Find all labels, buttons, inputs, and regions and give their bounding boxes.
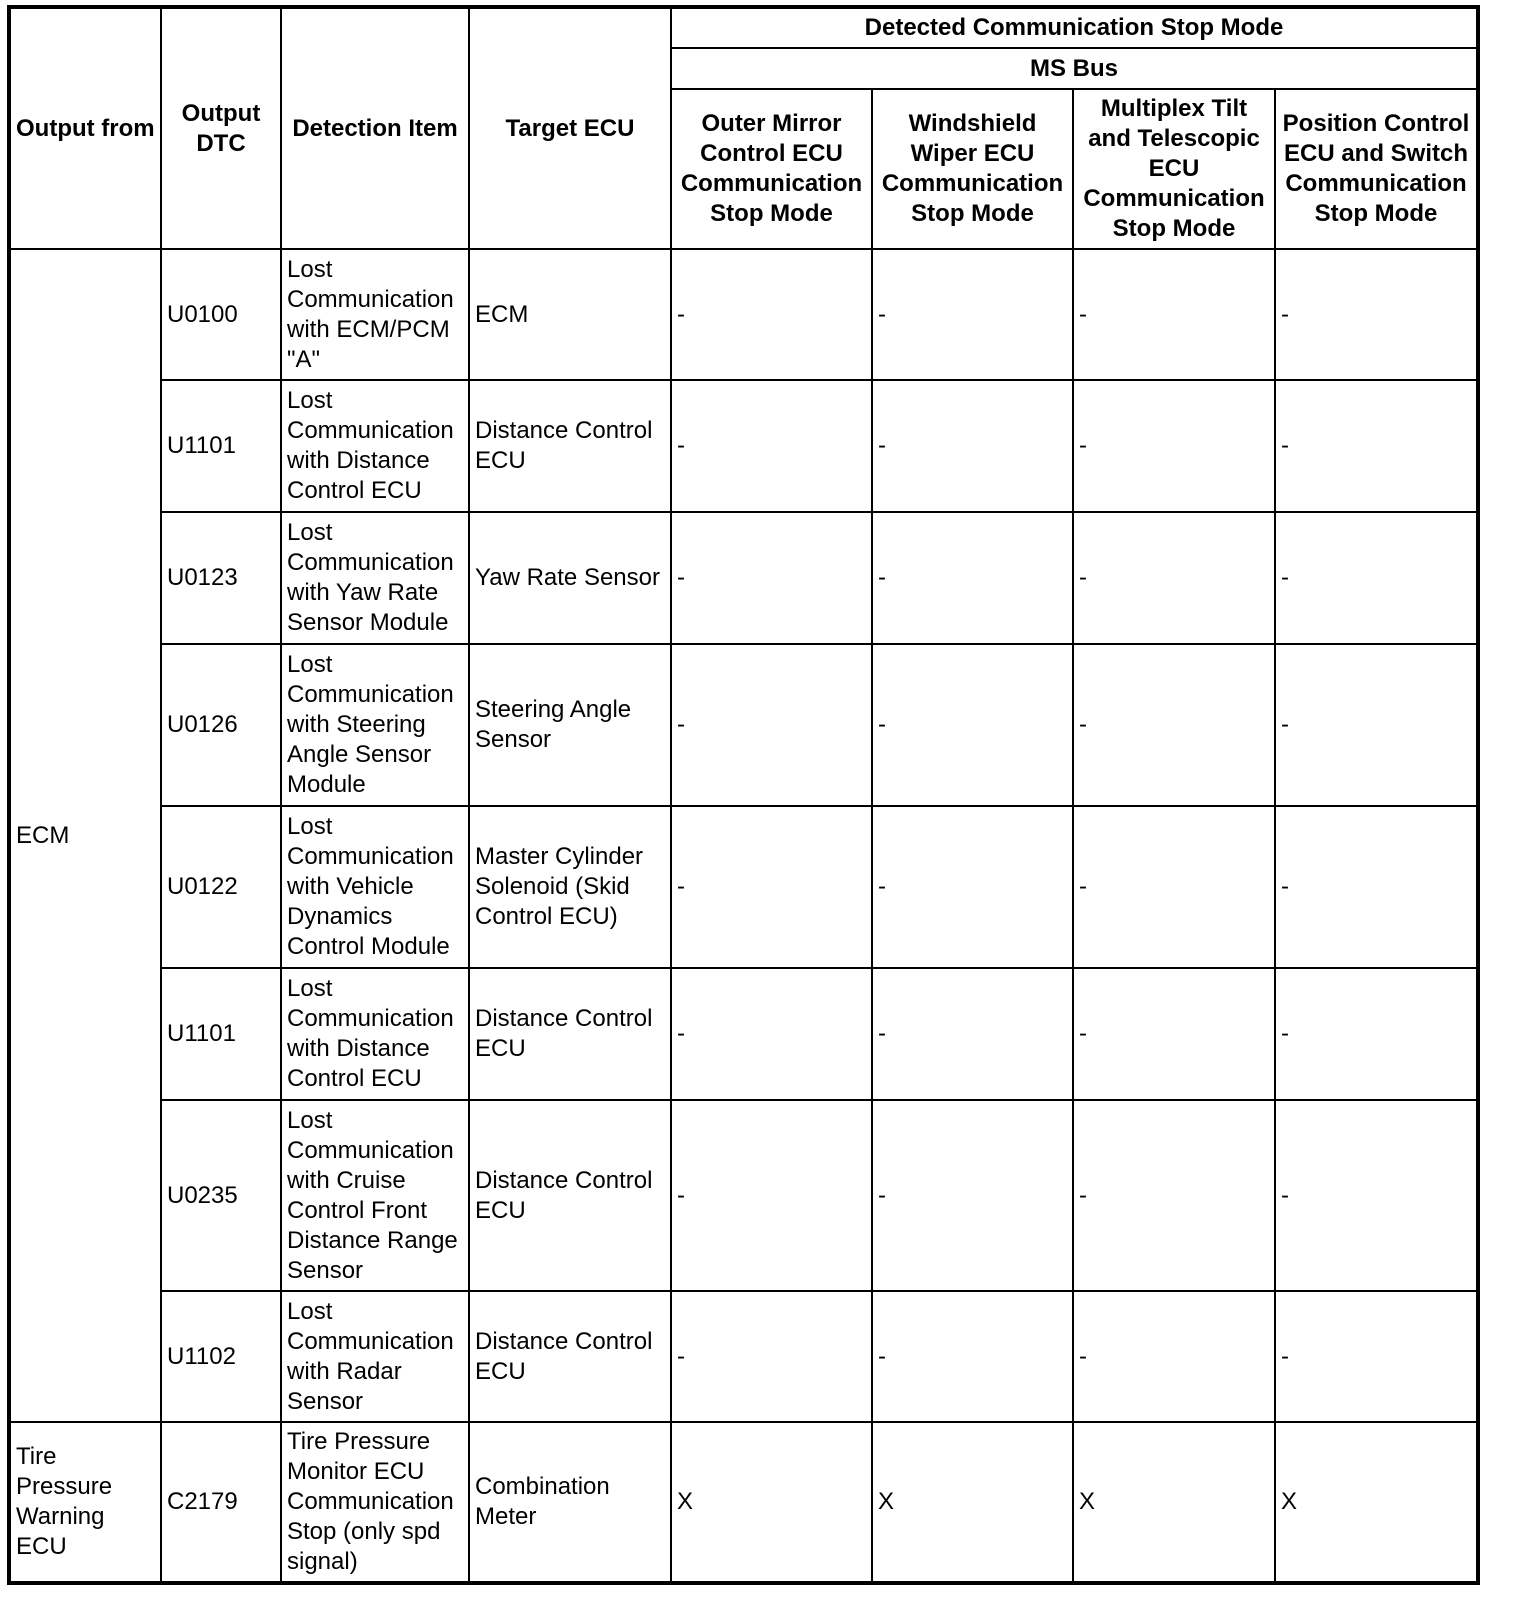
cell-target-ecu: Distance Control ECU <box>469 968 671 1100</box>
cell-mode: - <box>1275 512 1478 644</box>
cell-dtc: U0100 <box>161 249 281 380</box>
table-header <box>9 7 1478 249</box>
cell-target-ecu: Master Cylinder Solenoid (Skid Control ECU) <box>469 806 671 968</box>
header-mode-position-control: Position Control ECU and Switch Communication Stop Mode <box>1275 89 1478 249</box>
cell-mode: - <box>1073 968 1275 1100</box>
cell-dtc: C2179 <box>161 1422 281 1583</box>
cell-mode: - <box>671 644 872 806</box>
cell-mode: X <box>671 1422 872 1583</box>
header-output-dtc: Output DTC <box>161 7 281 249</box>
cell-detection-item: Lost Communication with Distance Control ECU <box>281 380 469 512</box>
cell-mode: - <box>1275 380 1478 512</box>
cell-mode: - <box>872 249 1073 380</box>
header-detected-communication-stop-mode: Detected Communication Stop Mode <box>671 7 1478 48</box>
cell-dtc: U1101 <box>161 380 281 512</box>
table-row <box>9 644 1478 806</box>
cell-detection-item: Lost Communication with Cruise Control Front Distance Range Sensor <box>281 1100 469 1291</box>
cell-dtc: U0123 <box>161 512 281 644</box>
cell-output-from: ECM <box>9 249 161 1422</box>
cell-mode: - <box>1073 249 1275 380</box>
table-row <box>9 1291 1478 1422</box>
cell-target-ecu: Yaw Rate Sensor <box>469 512 671 644</box>
cell-mode: - <box>872 512 1073 644</box>
cell-detection-item: Lost Communication with Vehicle Dynamics Control Module <box>281 806 469 968</box>
header-target-ecu: Target ECU <box>469 7 671 249</box>
cell-target-ecu: Distance Control ECU <box>469 1100 671 1291</box>
header-mode-outer-mirror: Outer Mirror Control ECU Communication Stop Mode <box>671 89 872 249</box>
cell-target-ecu: Distance Control ECU <box>469 1291 671 1422</box>
cell-dtc: U0122 <box>161 806 281 968</box>
table-row <box>9 806 1478 968</box>
cell-dtc: U0235 <box>161 1100 281 1291</box>
cell-mode: - <box>1275 249 1478 380</box>
cell-mode: - <box>1073 644 1275 806</box>
cell-mode: - <box>1275 968 1478 1100</box>
cell-detection-item: Lost Communication with Yaw Rate Sensor Module <box>281 512 469 644</box>
cell-detection-item: Tire Pressure Monitor ECU Communication Stop (only spd signal) <box>281 1422 469 1583</box>
cell-mode: X <box>1073 1422 1275 1583</box>
cell-mode: - <box>671 968 872 1100</box>
cell-dtc: U1102 <box>161 1291 281 1422</box>
cell-target-ecu: Steering Angle Sensor <box>469 644 671 806</box>
cell-dtc: U1101 <box>161 968 281 1100</box>
cell-mode: X <box>1275 1422 1478 1583</box>
table-row <box>9 512 1478 644</box>
cell-mode: - <box>872 1100 1073 1291</box>
cell-mode: - <box>671 380 872 512</box>
cell-dtc: U0126 <box>161 644 281 806</box>
table-row <box>9 380 1478 512</box>
cell-mode: - <box>872 644 1073 806</box>
cell-mode: - <box>1073 1291 1275 1422</box>
header-output-from: Output from <box>9 7 161 249</box>
cell-mode: - <box>671 1291 872 1422</box>
cell-mode: - <box>671 512 872 644</box>
header-mode-windshield-wiper: Windshield Wiper ECU Communication Stop Mode <box>872 89 1073 249</box>
cell-mode: - <box>671 249 872 380</box>
cell-detection-item: Lost Communication with Radar Sensor <box>281 1291 469 1422</box>
cell-mode: - <box>1073 512 1275 644</box>
cell-output-from: Tire Pressure Warning ECU <box>9 1422 161 1583</box>
cell-mode: - <box>1073 806 1275 968</box>
table-row <box>9 249 1478 380</box>
dtc-table-container <box>7 5 1480 1585</box>
cell-mode: - <box>1073 380 1275 512</box>
cell-mode: - <box>1275 644 1478 806</box>
cell-mode: - <box>872 1291 1073 1422</box>
header-ms-bus: MS Bus <box>671 48 1478 89</box>
cell-target-ecu: Combination Meter <box>469 1422 671 1583</box>
cell-target-ecu: Distance Control ECU <box>469 380 671 512</box>
cell-mode: X <box>872 1422 1073 1583</box>
cell-mode: - <box>872 380 1073 512</box>
cell-mode: - <box>872 968 1073 1100</box>
cell-mode: - <box>1275 1291 1478 1422</box>
table-row <box>9 1422 1478 1583</box>
cell-mode: - <box>1073 1100 1275 1291</box>
cell-mode: - <box>1275 806 1478 968</box>
header-detection-item: Detection Item <box>281 7 469 249</box>
cell-mode: - <box>872 806 1073 968</box>
cell-mode: - <box>671 806 872 968</box>
table-row <box>9 968 1478 1100</box>
table-body <box>9 249 1478 1583</box>
table-row <box>9 1100 1478 1291</box>
header-mode-multiplex-tilt: Multiplex Tilt and Telescopic ECU Communication Stop Mode <box>1073 89 1275 249</box>
cell-mode: - <box>671 1100 872 1291</box>
cell-detection-item: Lost Communication with Distance Control ECU <box>281 968 469 1100</box>
dtc-communication-stop-table <box>7 5 1480 1585</box>
cell-detection-item: Lost Communication with Steering Angle Sensor Module <box>281 644 469 806</box>
cell-detection-item: Lost Communication with ECM/PCM "A" <box>281 249 469 380</box>
cell-target-ecu: ECM <box>469 249 671 380</box>
cell-mode: - <box>1275 1100 1478 1291</box>
